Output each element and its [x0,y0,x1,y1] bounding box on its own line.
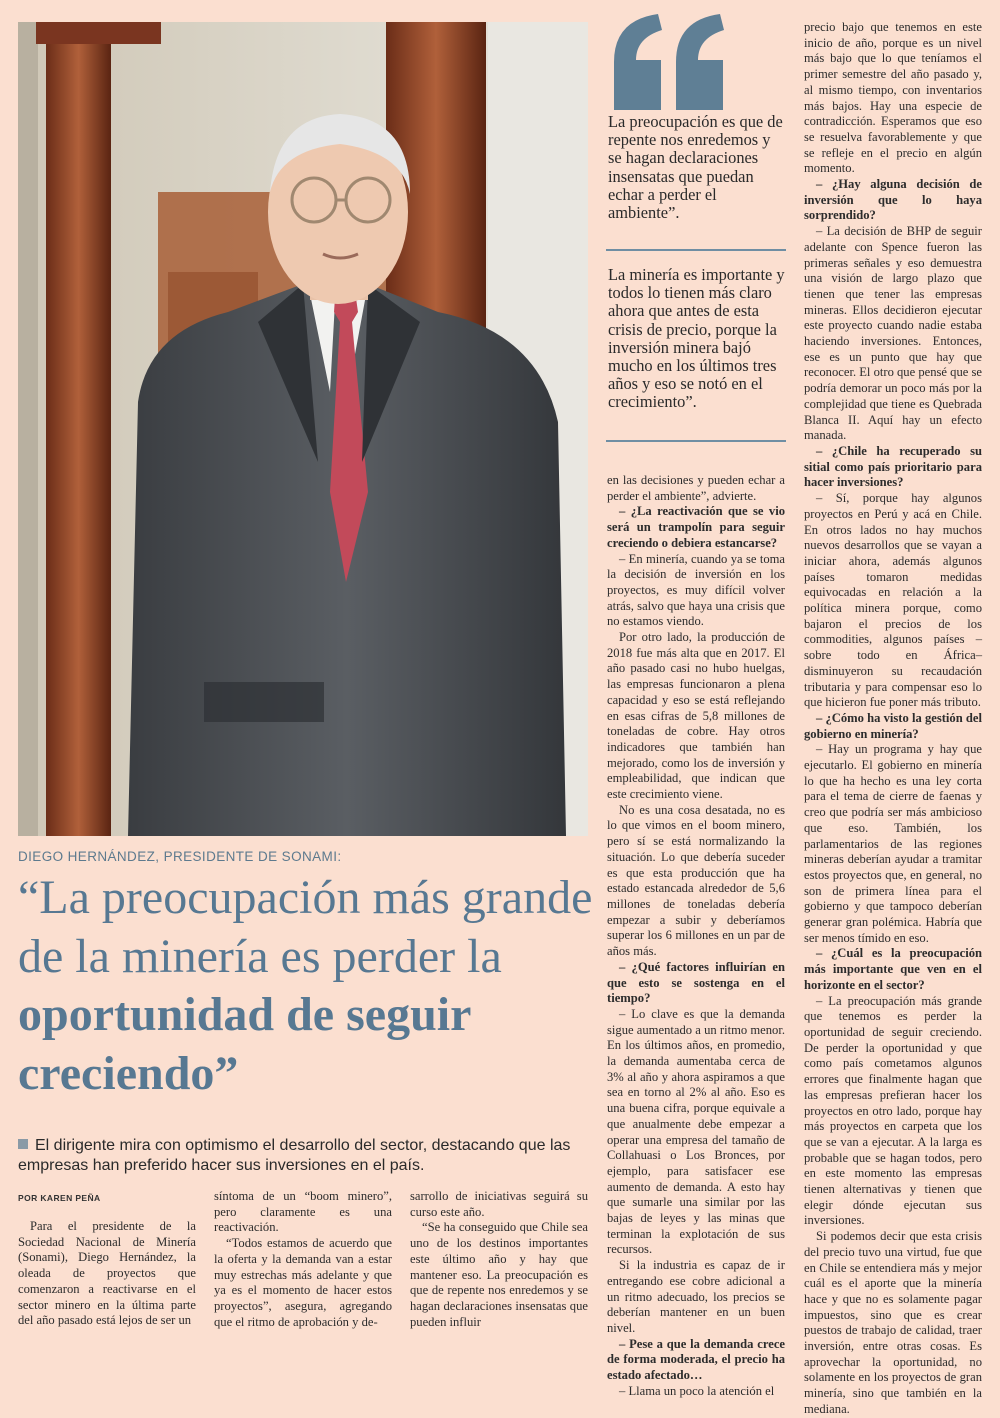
paragraph: Si la industria es capaz de ir entregando ese cobre adicional a un ritmo adecuado, los precios se deberían mantener en un buen nivel. [607,1258,785,1335]
paragraph: síntoma de un “boom minero”, pero claramente es una reactivación. [214,1189,392,1235]
interview-question: – ¿La reactivación que se vio será un trampolín para seguir creciendo o debiera estancarse? [607,504,785,550]
paragraph: – Hay un programa y hay que ejecutarlo. El gobierno en minería lo que ha hecho es una ley corta para el tema de cierre de faenas y creo que podría ser más ambicioso que eso. También, los parlamentarios de las regiones mineras deberían ayudar a tramitar estos proyectos que, en general, no son de primera línea para el gobierno y que tampoco deberían generar gran polémica. Habría que ser menos tímido en eso. [804,742,982,945]
paragraph: “Todos estamos de acuerdo que la oferta y la demanda van a estar muy estrechas más adelante y que ya es el momento de hacer estos proyectos”, asegura, agregando que el ritmo de aprobación y de- [214,1236,392,1329]
paragraph: en las decisiones y pueden echar a perder el ambiente”, advierte. [607,473,785,503]
paragraph: Para el presidente de la Sociedad Nacional de Minería (Sonami), Diego Hernández, la oleada de proyectos que comenzaron a reactivarse en el sector minero en la última parte del año pasado está lejos de ser un [18,1219,196,1328]
paragraph: – Llama un poco la atención el [619,1383,775,1398]
interview-question: – ¿Chile ha recuperado su sitial como país prioritario para hacer inversiones? [804,443,982,490]
pull-quote-2: La minería es importante y todos lo tienen más claro ahora que antes de esta crisis de precio, porque la inversión minera bajó mucho en los últimos tres años y eso se notó en el crecimiento”. [608,265,785,412]
byline: POR KAREN PEÑA [18,1193,101,1203]
bullet-square-icon [18,1139,28,1149]
interview-question: – ¿Cómo ha visto la gestión del gobierno en minería? [804,710,982,741]
interview-question: – ¿Qué factores influirían en que esto se sostenga en el tiempo? [607,959,785,1006]
paragraph: Por otro lado, la producción de 2018 fue más alta que en 2017. El año pasado casi no hubo huelgas, las empresas funcionaron a plena capacidad y eso se está reflejando en esas cifras de 5,8 millones de toneladas de cobre. Hay otros indicadores que también han mejorado, como los de inversión y empleabilidad, que indican que este crecimiento viene. [607,630,785,802]
paragraph: – La decisión de BHP de seguir adelante con Spence fueron las primeras señales y eso demuestra una visión de largo plazo que tienen que tener las empresas mineras. Ellos decidieron ejecutar este proyecto cuando nadie estaba haciendo inversiones. Entonces, ese es un punto que hay que reconocer. El otro que pensé que se podría demorar un poco más por la complejidad que tiene es Quebrada Blanca II. Aquí hay un efecto manada. [804,224,982,443]
interview-question: – ¿Hay alguna decisión de inversión que lo haya sorprendido? [804,177,982,223]
quote-mark-icon [606,10,731,115]
headline-bold: oportunidad de seguir creciendo” [18,988,471,1100]
paragraph: – La preocupación más grande que tenemos es perder la oportunidad de seguir creciendo. De perder la oportunidad y que como país cometamos algunos errores que finalmente hagan que las empresas prefieran hacer los proyectos en otro lado, porque hay más proyectos en carpeta que los que se van a ejecutar. A la larga es probable que se hagan todos, pero en este momento las empresas tienen alternativas y tienen que elegir dónde ejecutan sus inversiones. [804,993,982,1228]
paragraph: Si podemos decir que esta crisis del precio tuvo una virtud, fue que en Chile se entendiera más y mejor cuál es el aporte que la minería hace y que no es solamente pagar impuestos, sino que es crear puestos de trabajo de calidad, traer inversión, entre otras cosas. Es aprovechar la oportunidad, no solamente en los proyectos de gran minería, sino que también en la mediana. [804,1229,982,1416]
paragraph: – Sí, porque hay algunos proyectos en Perú y acá en Chile. En otros lados no hay muchos nuevos desarrollos que se vayan a iniciar ahora, además algunos países tomaron medidas equivocadas en relación a la política minera porque, como bajaron el precios de los commodities, algunos países –sobre todo en África– disminuyeron su recaudación tributaria y para compensar eso lo que hicieron fue poner más tributo. [804,491,982,710]
pull-quote-divider [606,249,786,251]
article-column-4 [804,20,982,1418]
headline [18,869,598,1103]
paragraph: No es una cosa desatada, no es lo que vimos en el boom minero, pero sí se está normalizando la situación. Lo que debería suceder es que esta producción que ha estado estancada alrededor de 5,6 millones de toneladas debería empezar a subir y deberíamos superar los 6 millones en un par de años más. [607,802,785,959]
paragraph: – Lo clave es que la demanda sigue aumentado a un ritmo menor. En los últimos años, en promedio, la demanda aumentaba cerca de 3% al año y ahora aspiramos a que sea en torno al 2% al año. Eso es una buena cifra, porque equivale a que anualmente debe empezar a operar una empresa del tamaño de Collahuasi o Los Bronces, por ejemplo, para satisfacer ese aumento de demanda. A esto hay que sumarle una similar por las bajas de leyes y las minas que terminan la explotación de sus recursos. [607,1006,785,1257]
headline-regular: “La preocupación más grande de la minería es perder la [18,871,593,983]
article-column-3 [607,473,785,1399]
deck-text: El dirigente mira con optimismo el desarrollo del sector, destacando que las empresas han preferido hacer sus inversiones en el país. [18,1137,571,1174]
interview-question: – ¿Cuál es la preocupación más importante que ven en el horizonte en el sector? [804,946,982,992]
paragraph: sarrollo de iniciativas seguirá su curso este año. [410,1189,588,1219]
portrait-photo [18,22,588,836]
article-column-2a [214,1189,392,1330]
article-column-1 [18,1219,196,1329]
overline: DIEGO HERNÁNDEZ, PRESIDENTE DE SONAMI: [18,849,342,864]
pull-quote-divider [606,440,786,442]
paragraph: precio bajo que tenemos en este inicio de año, porque es un nivel más bajo que lo que teníamos el primer semestre del año pasado y, al mismo tiempo, con inventarios más bajos. Hay una especie de contradicción. Esperamos que eso se resuelva favorablemente y que se refleje en el precio en algún momento. [804,20,982,176]
pull-quote-1: La preocupación es que de repente nos enredemos y se hagan declaraciones insensatas que puedan echar a perder el ambiente”. [608,112,783,223]
article-column-2b [410,1189,588,1330]
paragraph: – En minería, cuando ya se toma la decisión de inversión en los proyectos, es muy difícil volver atrás, salvo que haya una crisis que no estamos viendo. [607,551,785,629]
interview-question: – Pese a que la demanda crece de forma moderada, el precio ha estado afectado… [607,1336,785,1383]
deck [18,1136,593,1176]
portrait-illustration [18,22,588,836]
paragraph: “Se ha conseguido que Chile sea uno de los destinos importantes este último año y hay que mantener eso. La preocupación es que de repente nos enredemos y se hagan declaraciones insensatas que pueden influir [410,1220,588,1329]
